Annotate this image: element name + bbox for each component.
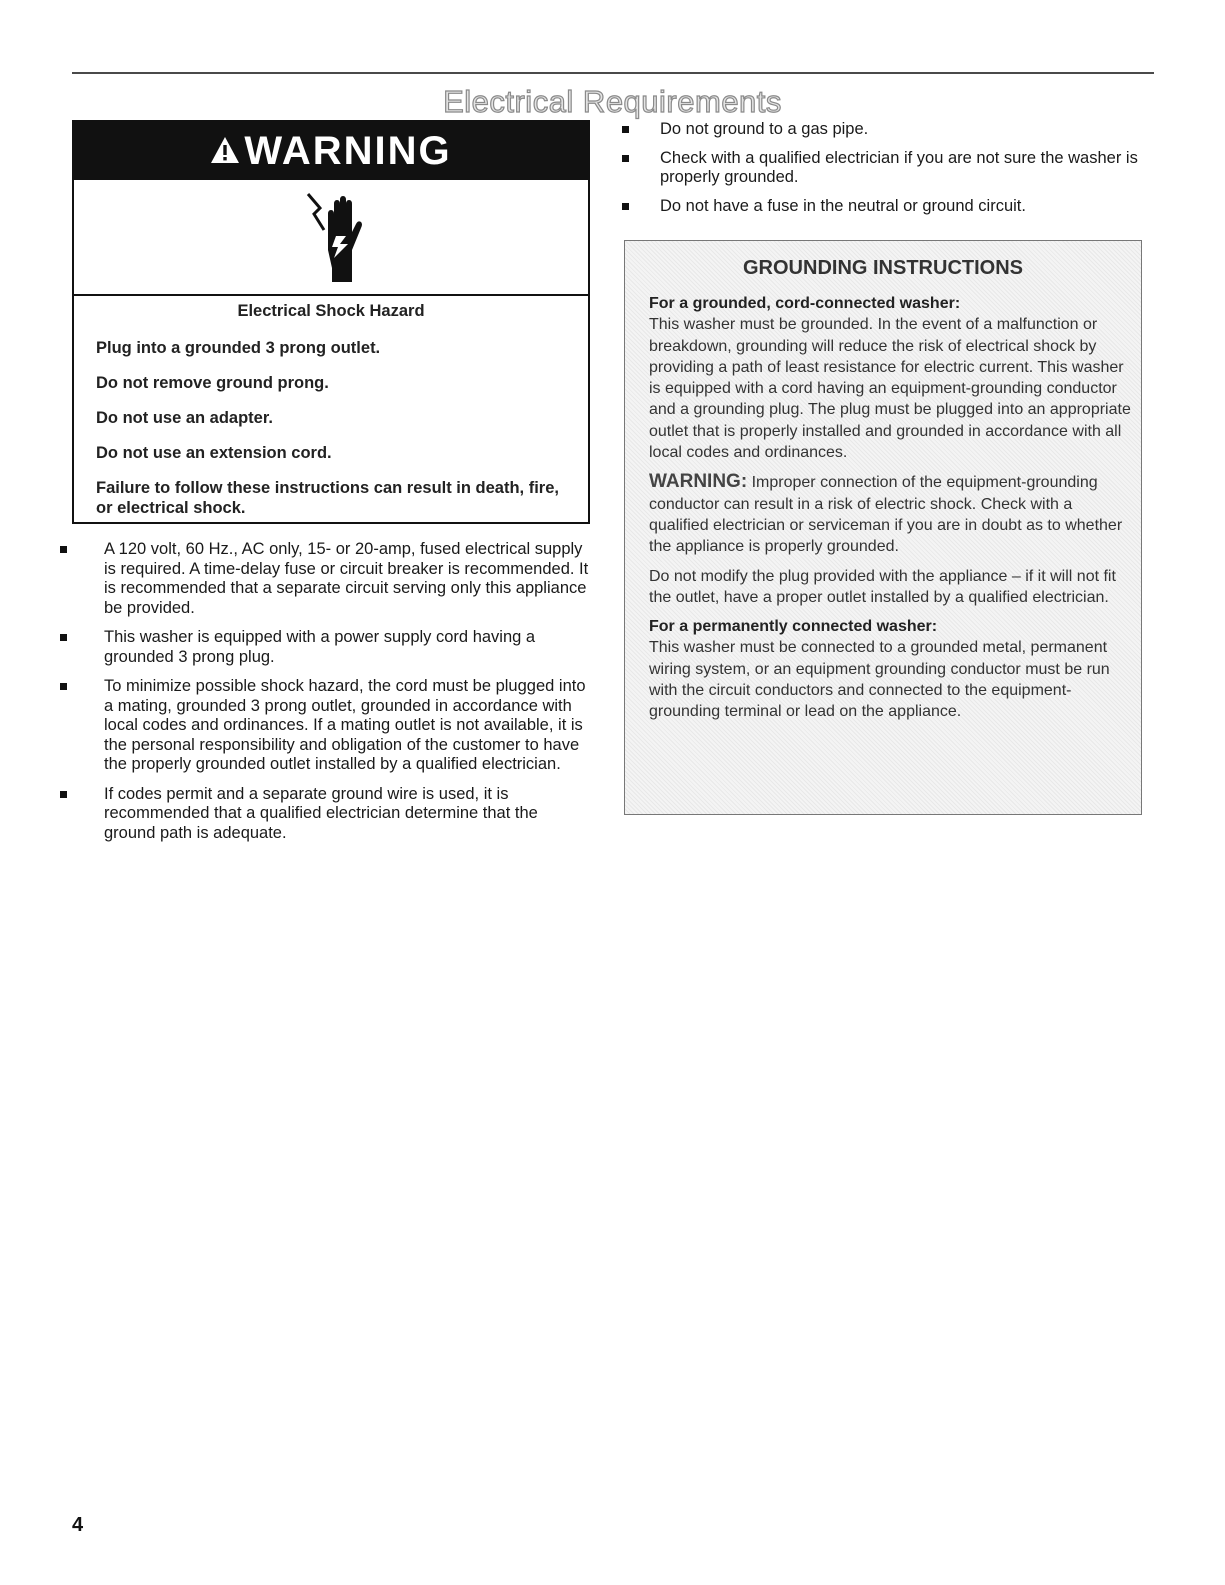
grounding-paragraph: This washer must be grounded. In the event of a malfunction or breakdown, grounding will reduce the risk of electrical shock by providing a path of least resistance for electric current. This washer is equipped with a cord having an equipment-grounding conductor and a grounding plug. The plug must be plugged into an appropriate outlet that is properly installed and grounded in accordance with all local codes and ordinances.: [649, 316, 1131, 462]
alert-triangle-icon: [210, 129, 240, 174]
warning-header: [74, 122, 588, 180]
hazard-line: Do not use an extension cord.: [96, 444, 332, 462]
list-item: A 120 volt, 60 Hz., AC only, 15- or 20-amp, fused electrical supply is required. A time-delay fuse or circuit breaker is recommended. It is recommended that a separate circuit serving only this appliance be provided.: [60, 540, 590, 618]
electric-shock-hand-icon: [306, 192, 366, 284]
grounding-instructions-box: [624, 240, 1142, 815]
hazard-text: [96, 302, 566, 533]
top-rule: [72, 72, 1154, 74]
grounding-subheading: For a permanently connected washer:: [649, 618, 938, 636]
left-bullet-list: [60, 540, 590, 853]
hazard-line: Do not use an adapter.: [96, 409, 273, 427]
grounding-body: [649, 293, 1134, 731]
list-item: This washer is equipped with a power supply cord having a grounded 3 prong plug.: [60, 628, 590, 667]
bullet-square-icon: [60, 791, 67, 798]
list-item: Do not ground to a gas pipe.: [622, 120, 1142, 140]
page-number: 4: [72, 1514, 84, 1536]
grounding-subheading: For a grounded, cord-connected washer:: [649, 295, 961, 312]
warning-label: WARNING:: [649, 471, 748, 493]
list-item: Do not have a fuse in the neutral or ground circuit.: [622, 197, 1142, 217]
list-item: If codes permit and a separate ground wire is used, it is recommended that a qualified electrician determine that the ground path is adequate.: [60, 785, 590, 844]
grounding-paragraph: This washer must be connected to a grounded metal, permanent wiring system, or an equipment grounding conductor must be run with the circuit conductors and connected to the equipment-grounding terminal or lead on the appliance.: [649, 639, 1110, 721]
bullet-square-icon: [60, 683, 67, 690]
list-item: Check with a qualified electrician if you are not sure the washer is properly grounded.: [622, 149, 1142, 188]
bullet-square-icon: [60, 634, 67, 641]
grounding-paragraph: Do not modify the plug provided with the appliance – if it will not fit the outlet, have a proper outlet installed by a qualified electrician.: [649, 567, 1116, 606]
list-item: To minimize possible shock hazard, the cord must be plugged into a mating, grounded 3 prong outlet, grounded in accordance with local codes and ordinances. If a mating outlet is not available, it is the personal responsibility and obligation of the customer to have the properly grounded outlet installed by a qualified electrician.: [60, 677, 590, 775]
bullet-square-icon: [622, 203, 629, 210]
warning-header-label: WARNING: [244, 128, 452, 173]
hazard-line: Plug into a grounded 3 prong outlet.: [96, 339, 381, 357]
hazard-title: Electrical Shock Hazard: [237, 302, 425, 320]
bullet-square-icon: [622, 155, 629, 162]
grounding-title: GROUNDING INSTRUCTIONS: [743, 257, 1023, 279]
bullet-square-icon: [622, 126, 629, 133]
hazard-line: Do not remove ground prong.: [96, 374, 329, 392]
bullet-square-icon: [60, 546, 67, 553]
right-bullet-list: [622, 120, 1142, 225]
shock-icon-area: [74, 180, 588, 296]
grounding-warning: [649, 471, 1134, 557]
warning-text: Improper connection of the equipment-grounding conductor can result in a risk of electric shock. Check with a qualified electrician or serviceman if you are in doubt as to whether the appliance is properly grounded.: [649, 474, 1123, 556]
section-title: Electrical Requirements: [443, 84, 782, 119]
warning-box: [72, 120, 590, 524]
hazard-line: Failure to follow these instructions can result in death, fire, or electrical shock.: [96, 479, 559, 517]
